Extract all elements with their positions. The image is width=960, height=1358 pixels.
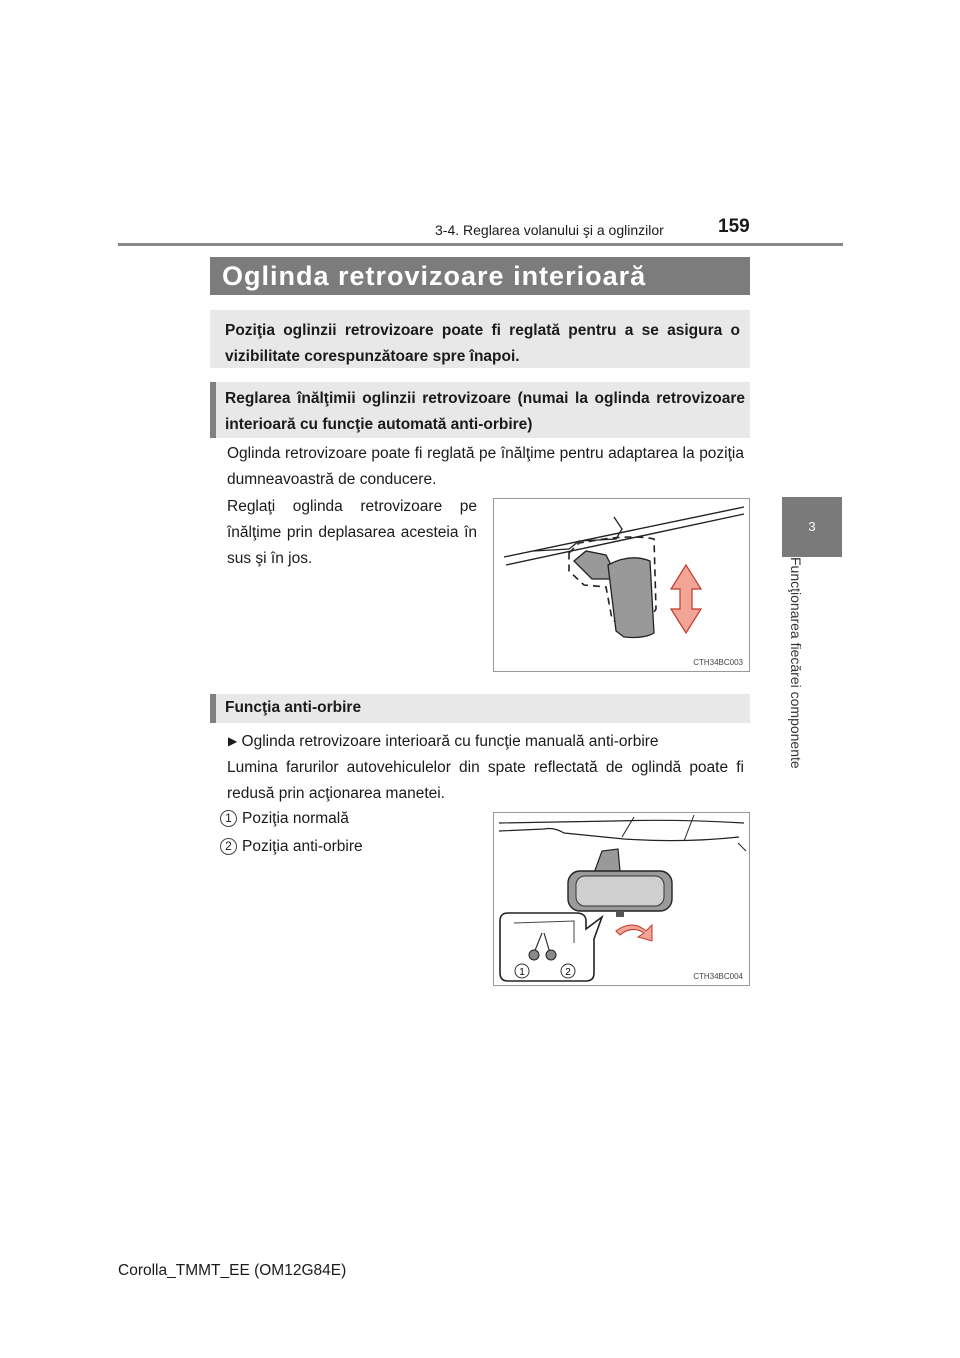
antiglare-heading-box	[210, 694, 750, 723]
chapter-label-container	[782, 557, 842, 787]
height-adjust-heading: Reglarea înălţimii oglinzii retrovizoare (numai la oglinda retrovizoare interioară cu funcţie automată anti-orbire)	[225, 390, 745, 433]
footer-doc-id: Corolla_TMMT_EE (OM12G84E)	[118, 1262, 347, 1279]
height-adjust-instruction: Reglaţi oglinda retrovizoare pe înălţime prin deplasarea acesteia în sus şi în jos.	[227, 498, 477, 567]
item-number-badge: 2	[220, 838, 237, 855]
bullet-arrow-icon: ▶	[228, 734, 238, 748]
mirror-antiglare-drawing	[494, 813, 749, 985]
intro-box	[210, 310, 750, 368]
section-reference: 3-4. Reglarea volanului şi a oglinzilor	[435, 222, 664, 238]
item-number-badge: 1	[220, 810, 237, 827]
chapter-number: 3	[808, 519, 816, 534]
intro-text: Poziţia oglinzii retrovizoare poate fi reglată pentru a se asigura o vizibilitate corespunzătoare spre înapoi.	[225, 322, 740, 365]
svg-text:2: 2	[565, 967, 571, 978]
figure-code: CTH34BC004	[693, 972, 743, 981]
chapter-label: Funcţionarea fiecărei componente	[788, 557, 804, 769]
page-title: Oglinda retrovizoare interioară	[222, 261, 647, 291]
antiglare-heading: Funcţia anti-orbire	[225, 699, 362, 716]
figure-code: CTH34BC003	[693, 658, 743, 667]
page-title-bar	[210, 257, 750, 295]
antiglare-paragraph: Lumina farurilor autovehiculelor din spate reflectată de oglindă poate fi redusă prin acţionarea manetei.	[227, 759, 744, 802]
svg-text:1: 1	[519, 967, 525, 978]
mirror-height-drawing	[494, 499, 749, 671]
page-number: 159	[718, 216, 750, 237]
chapter-tab	[782, 497, 842, 557]
antiglare-bullet	[228, 728, 659, 755]
item-label: Poziţia anti-orbire	[242, 838, 363, 855]
mirror-antiglare-illustration	[493, 812, 750, 986]
height-adjust-paragraph: Oglinda retrovizoare poate fi reglată pe înălţime pentru adaptarea la poziţia dumneavoastră de conducere.	[227, 445, 744, 488]
antiglare-bullet-text: Oglinda retrovizoare interioară cu funcţie manuală anti-orbire	[241, 733, 659, 750]
height-adjust-heading-box	[210, 382, 750, 438]
mirror-height-illustration	[493, 498, 750, 672]
item-label: Poziţia normală	[242, 810, 349, 827]
header-divider	[118, 243, 843, 246]
